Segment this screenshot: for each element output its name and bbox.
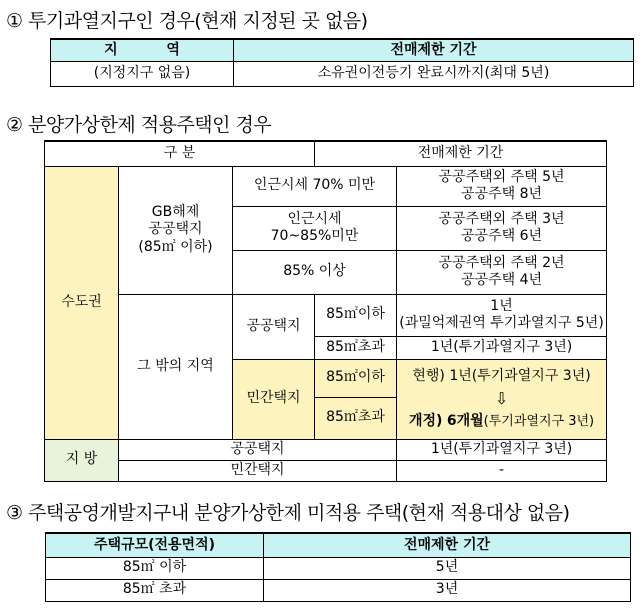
header-division: 구 분 xyxy=(45,141,315,166)
private-revised-note: (투기과열지구 3년) xyxy=(483,414,595,429)
section1-heading: ① 투기과열지구인 경우(현재 지정된 곳 없음) xyxy=(6,10,368,32)
down-arrow-icon: ⇩ xyxy=(494,389,509,408)
cell-region: (지정지구 없음) xyxy=(51,61,234,86)
gb-period-1 xyxy=(397,166,607,206)
gb-cell xyxy=(119,166,233,294)
local-private-period: - xyxy=(397,460,607,481)
section2-heading: ② 분양가상한제 적용주택인 경우 xyxy=(6,114,272,136)
private-revised-label: 개정) xyxy=(408,413,443,429)
public-over85-period: 1년(투기과열지구 3년) xyxy=(397,336,607,359)
header-period: 전매제한 기간 xyxy=(234,39,634,61)
section3-heading: ③ 주택공영개발지구내 분양가상한제 미적용 주택(현재 적용대상 없음) xyxy=(6,502,570,524)
gb-price-3: 85% 이상 xyxy=(233,250,397,294)
gb-period-1-line2: 공공주택 8년 xyxy=(461,186,543,202)
private-over85: 85㎡초과 xyxy=(315,397,397,439)
other-region: 그 밖의 지역 xyxy=(119,294,233,439)
header-period: 전매제한 기간 xyxy=(264,533,631,557)
gb-line2: 공공택지 xyxy=(148,221,203,238)
public-under85-period-line1: 1년 xyxy=(490,297,513,314)
gb-period-2-line2: 공공주택 6년 xyxy=(461,228,543,244)
period-row-1: 5년 xyxy=(264,557,631,579)
section1-table xyxy=(50,38,634,87)
period-row-2: 3년 xyxy=(264,579,631,601)
cell-period: 소유권이전등기 완료시까지(최대 5년) xyxy=(234,61,634,86)
section2-table xyxy=(44,140,607,482)
gb-line3: (85㎡ 이하) xyxy=(138,238,213,255)
gb-price-2 xyxy=(233,206,397,250)
gb-line1: GB해제 xyxy=(151,203,200,220)
private-revised-value: 6개월 xyxy=(446,413,484,429)
gb-price-2-line1: 인근시세 xyxy=(287,210,342,227)
header-period: 전매제한 기간 xyxy=(315,141,607,166)
private-revised xyxy=(397,413,606,431)
public-over85: 85㎡초과 xyxy=(315,336,397,359)
private-current-label: 현행) xyxy=(412,367,445,384)
private-under85: 85㎡이하 xyxy=(315,359,397,397)
local-region: 지 방 xyxy=(45,439,119,481)
gb-period-2 xyxy=(397,206,607,250)
local-private: 민간택지 xyxy=(119,460,397,481)
gb-period-3-line1: 공공주택외 주택 2년 xyxy=(438,254,565,271)
capital-region: 수도권 xyxy=(45,166,119,439)
header-region: 지 역 xyxy=(51,39,234,61)
size-row-1: 85㎡ 이하 xyxy=(46,557,264,579)
gb-price-1: 인근시세 70% 미만 xyxy=(233,166,397,206)
size-row-2: 85㎡ 초과 xyxy=(46,579,264,601)
gb-period-3-line2: 공공주택 4년 xyxy=(461,272,543,288)
public-under85-period xyxy=(397,294,607,336)
private-current xyxy=(397,368,606,386)
section3-table xyxy=(45,532,631,602)
public-under85: 85㎡이하 xyxy=(315,294,397,336)
public-under85-period-line2: (과밀억제권역 투기과열지구 5년) xyxy=(399,315,604,331)
gb-period-2-line1: 공공주택외 주택 3년 xyxy=(438,210,565,227)
header-size: 주택규모(전용면적) xyxy=(46,533,264,557)
gb-period-3 xyxy=(397,250,607,294)
private-period xyxy=(397,359,607,439)
gb-price-2-line2: 70~85%미만 xyxy=(270,228,359,244)
gb-period-1-line1: 공공주택외 주택 5년 xyxy=(438,168,565,185)
local-public: 공공택지 xyxy=(119,439,397,460)
private-current-value: 1년(투기과열지구 3년) xyxy=(449,367,591,384)
private-land: 민간택지 xyxy=(233,359,315,439)
public-land: 공공택지 xyxy=(233,294,315,359)
local-public-period: 1년(투기과열지구 3년) xyxy=(397,439,607,460)
